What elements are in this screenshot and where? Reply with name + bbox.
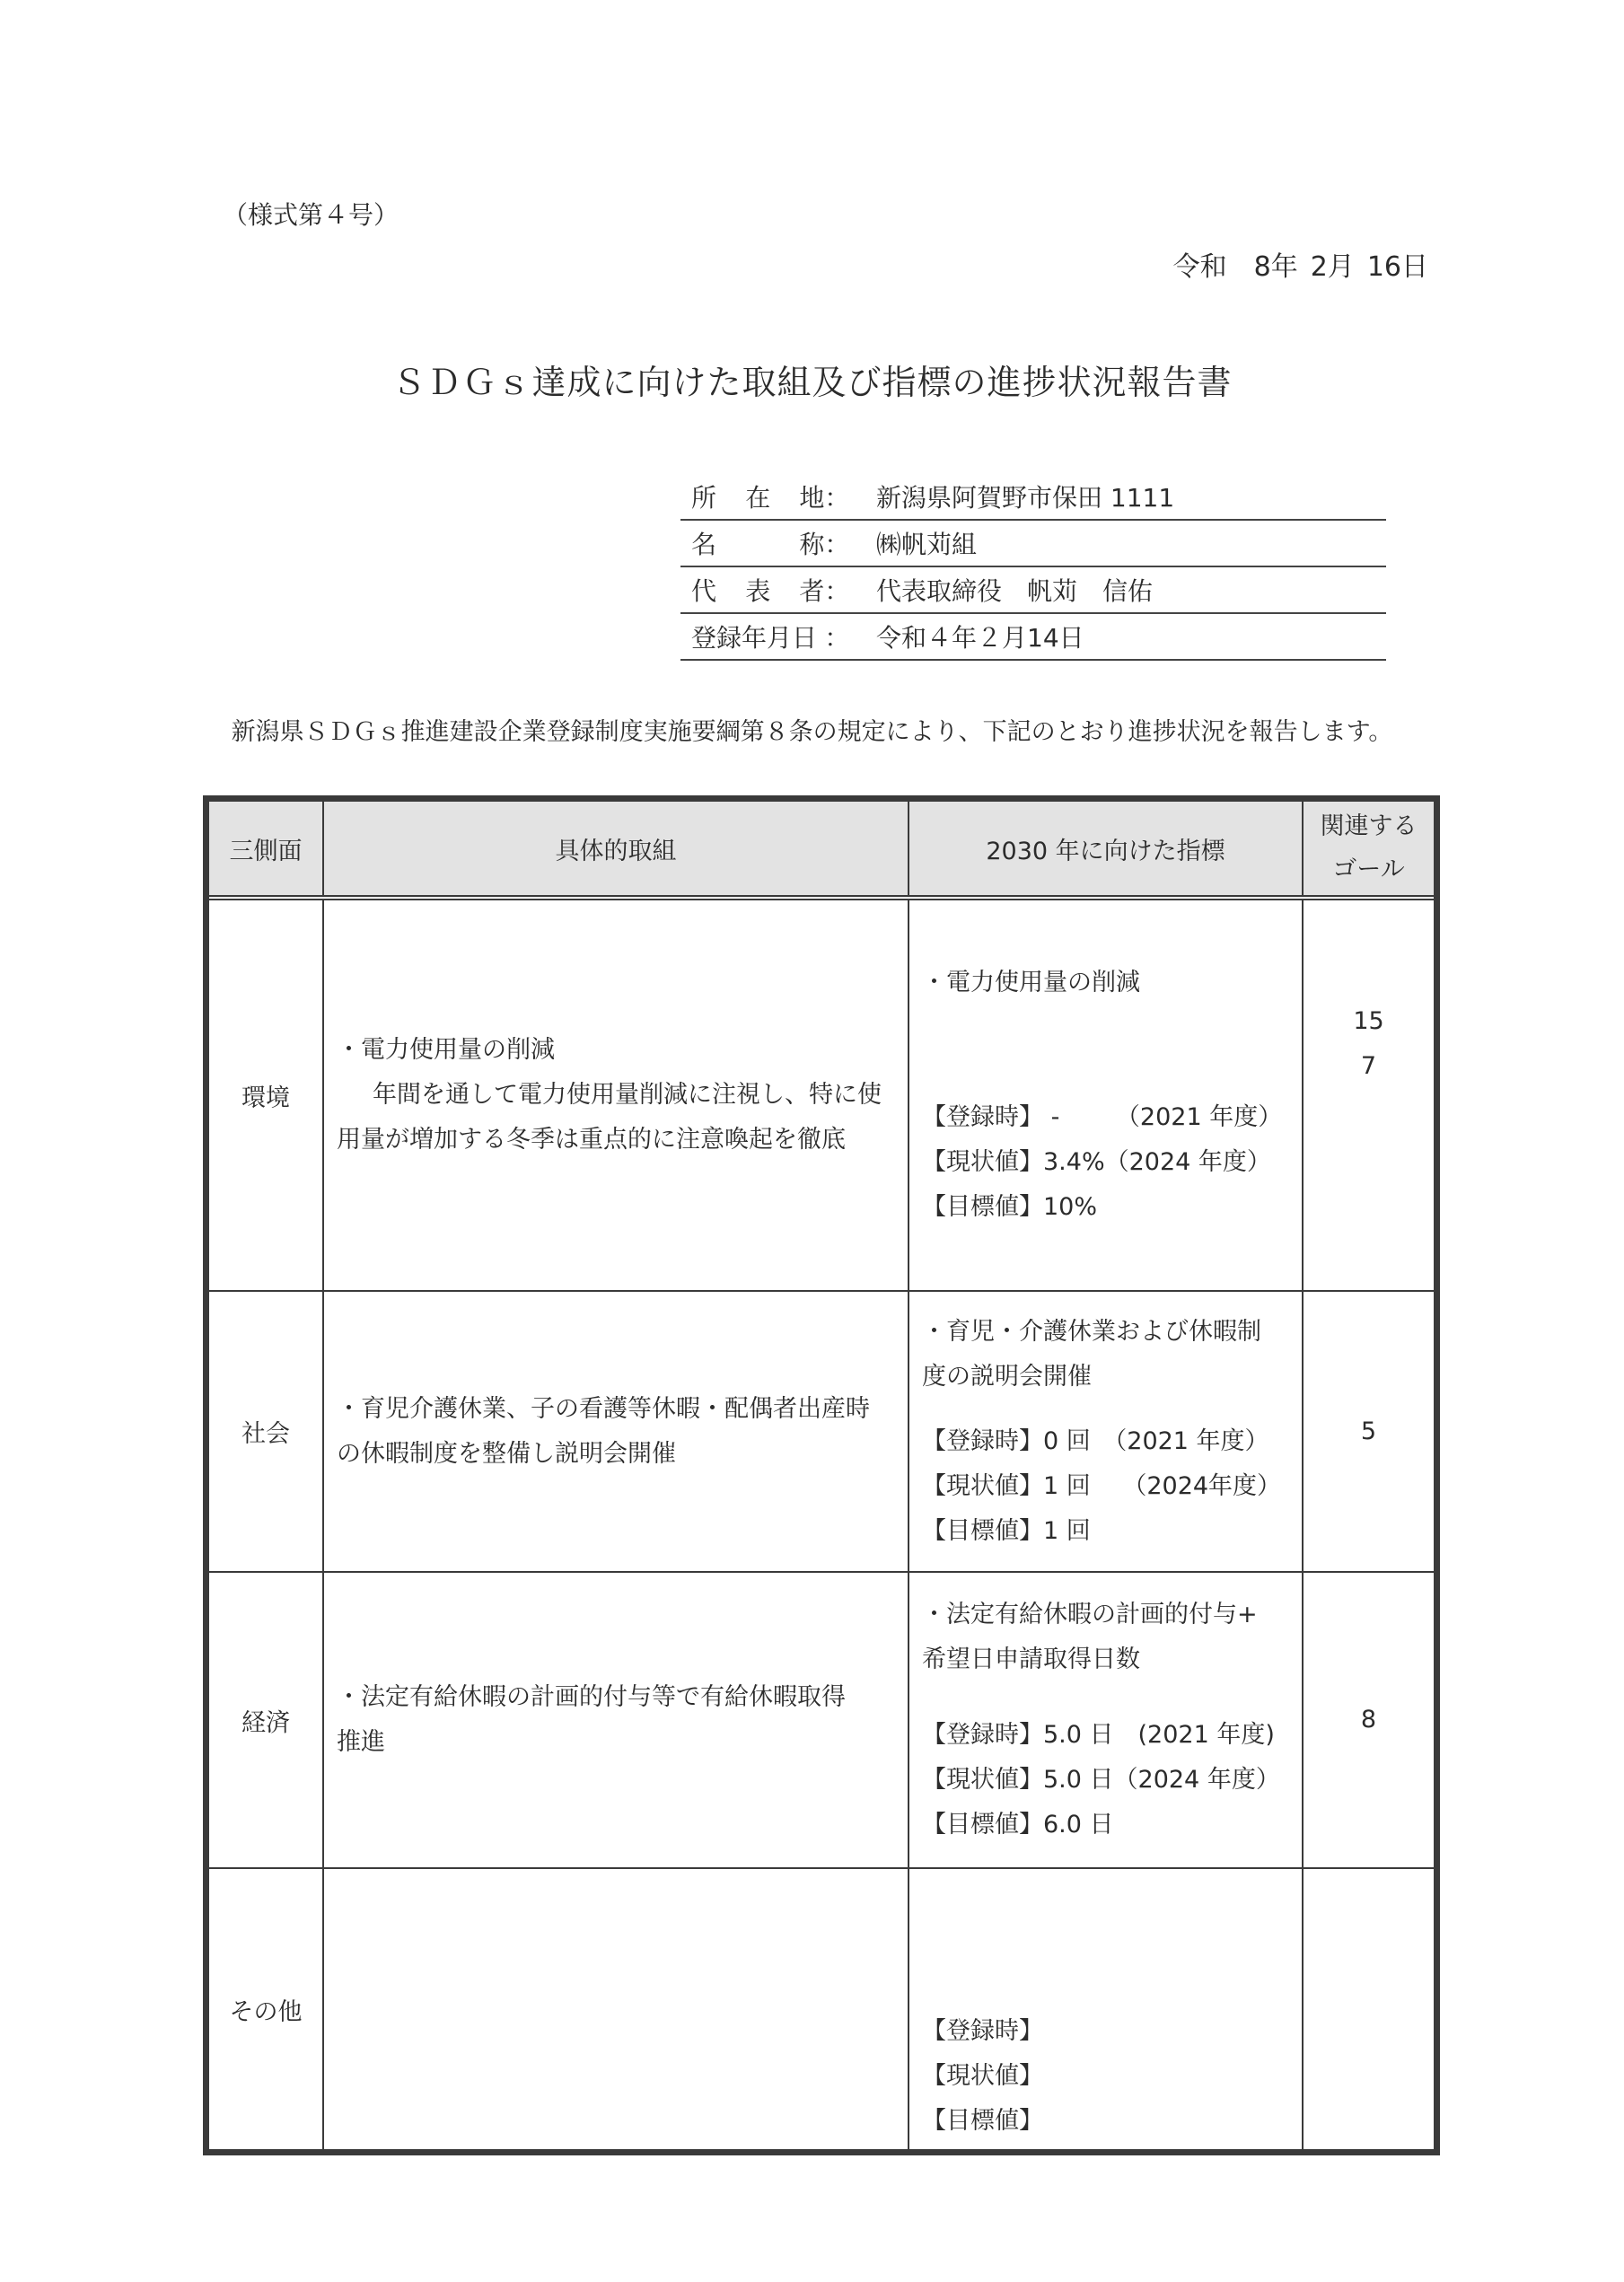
form-number: （様式第４号） bbox=[223, 200, 399, 230]
goal-number: 15 bbox=[1353, 1007, 1384, 1035]
indicator-cell bbox=[909, 898, 1303, 1291]
info-row-registration-date bbox=[680, 614, 1386, 661]
header-measure: 具体的取組 bbox=[323, 799, 909, 899]
header-indicator: 2030 年に向けた指標 bbox=[909, 799, 1303, 899]
info-row-address bbox=[680, 474, 1386, 521]
label-char: 称 bbox=[799, 530, 825, 559]
label-char: 名 bbox=[691, 530, 717, 559]
aspect-cell: 社会 bbox=[206, 1291, 324, 1572]
measure-line: ・電力使用量の削減 bbox=[337, 1036, 555, 1064]
label-colon: ： bbox=[824, 576, 850, 606]
header-goal bbox=[1303, 799, 1437, 899]
indicator-registered: 【登録時】5.0 日 (2021 年度) bbox=[922, 1721, 1275, 1749]
measure-line: 用量が増加する冬季は重点的に注意喚起を徹底 bbox=[337, 1126, 846, 1154]
indicator-title: 希望日申請取得日数 bbox=[922, 1646, 1140, 1673]
representative-value: 代表取締役 帆苅 信佑 bbox=[876, 576, 1154, 606]
measure-cell bbox=[323, 898, 909, 1291]
goal-cell bbox=[1303, 1868, 1437, 2153]
goal-cell bbox=[1303, 1291, 1437, 1572]
indicator-cell bbox=[909, 1291, 1303, 1572]
page-title: ＳＤＧｓ達成に向けた取組及び指標の進捗状況報告書 bbox=[391, 363, 1233, 402]
goal-cell bbox=[1303, 898, 1437, 1291]
measure-line: の休暇制度を整備し説明会開催 bbox=[337, 1439, 676, 1468]
intro-text: 新潟県ＳＤＧｓ推進建設企業登録制度実施要綱第８条の規定により、下記のとおり進捗状況を報告します。 bbox=[231, 718, 1393, 746]
label-char: 地 bbox=[799, 483, 825, 513]
indicator-registered: 【登録時】0 回 （2021 年度） bbox=[922, 1426, 1269, 1455]
indicator-target: 【目標値】 bbox=[922, 2107, 1043, 2135]
indicator-current: 【現状値】 bbox=[922, 2062, 1043, 2090]
registration-date-value: 令和４年２月14日 bbox=[876, 623, 1084, 653]
label-colon: ： bbox=[824, 623, 850, 653]
label-colon: ： bbox=[824, 483, 850, 513]
label-char: 者 bbox=[799, 576, 825, 606]
goal-cell bbox=[1303, 1572, 1437, 1868]
aspect-cell: 経済 bbox=[206, 1572, 324, 1868]
indicator-cell bbox=[909, 1572, 1303, 1868]
measure-line: 年間を通して電力使用量削減に注視し、特に使 bbox=[373, 1081, 882, 1109]
indicator-title: 度の説明会開催 bbox=[922, 1362, 1092, 1391]
goal-number: 7 bbox=[1360, 1052, 1377, 1080]
date-year: 8年 bbox=[1253, 251, 1298, 283]
label-char: 表 bbox=[745, 576, 771, 606]
table-row-society bbox=[206, 1291, 1437, 1572]
goal-number: 5 bbox=[1360, 1417, 1377, 1445]
measure-line: ・法定有給休暇の計画的付与等で有給休暇取得 bbox=[337, 1683, 846, 1711]
indicator-title: ・電力使用量の削減 bbox=[922, 969, 1140, 996]
indicator-title: ・育児・介護休業および休暇制 bbox=[922, 1317, 1261, 1346]
header-goal-line1: 関連する bbox=[1320, 812, 1418, 840]
date-era: 令和 bbox=[1172, 251, 1227, 283]
table-row-environment bbox=[206, 898, 1437, 1291]
report-date bbox=[1161, 244, 1428, 284]
indicator-current: 【現状値】1 回 （2024年度） bbox=[922, 1471, 1282, 1500]
label-char: 所 bbox=[691, 483, 717, 513]
header-goal-line2: ゴール bbox=[1332, 856, 1405, 883]
indicator-target: 【目標値】10% bbox=[922, 1193, 1098, 1221]
measure-cell bbox=[323, 1868, 909, 2153]
measure-cell bbox=[323, 1291, 909, 1572]
label-char: 登録年月日 bbox=[691, 623, 818, 653]
label-char: 在 bbox=[745, 483, 771, 513]
indicator-title: ・法定有給休暇の計画的付与+ bbox=[922, 1601, 1258, 1628]
goal-number: 8 bbox=[1360, 1706, 1377, 1733]
measure-line: ・育児介護休業、子の看護等休暇・配偶者出産時 bbox=[337, 1394, 870, 1423]
label-char: 代 bbox=[691, 576, 717, 606]
measure-line: 推進 bbox=[337, 1728, 385, 1756]
info-row-name bbox=[680, 521, 1386, 567]
indicator-registered: 【登録時】 bbox=[922, 2017, 1043, 2045]
indicator-target: 【目標値】1 回 bbox=[922, 1516, 1091, 1545]
company-name-value: ㈱帆苅組 bbox=[876, 530, 978, 559]
table-row-other bbox=[206, 1868, 1437, 2153]
table-row-economy bbox=[206, 1572, 1437, 1868]
info-row-representative bbox=[680, 567, 1386, 614]
indicator-current: 【現状値】5.0 日（2024 年度） bbox=[922, 1766, 1280, 1794]
indicator-registered: 【登録時】 - （2021 年度） bbox=[922, 1103, 1283, 1131]
indicator-target: 【目標値】6.0 日 bbox=[922, 1811, 1114, 1839]
address-value: 新潟県阿賀野市保田 1111 bbox=[876, 483, 1175, 513]
indicator-current: 【現状値】3.4%（2024 年度） bbox=[922, 1148, 1271, 1176]
indicator-cell bbox=[909, 1868, 1303, 2153]
label-colon: ： bbox=[824, 530, 850, 559]
date-month: 2月 bbox=[1310, 251, 1355, 283]
table-header-row bbox=[206, 799, 1437, 899]
progress-table bbox=[203, 795, 1440, 2155]
measure-cell bbox=[323, 1572, 909, 1868]
aspect-cell: その他 bbox=[206, 1868, 324, 2153]
date-day: 16日 bbox=[1366, 251, 1428, 283]
company-info bbox=[680, 474, 1386, 661]
header-aspect: 三側面 bbox=[206, 799, 324, 899]
aspect-cell: 環境 bbox=[206, 898, 324, 1291]
